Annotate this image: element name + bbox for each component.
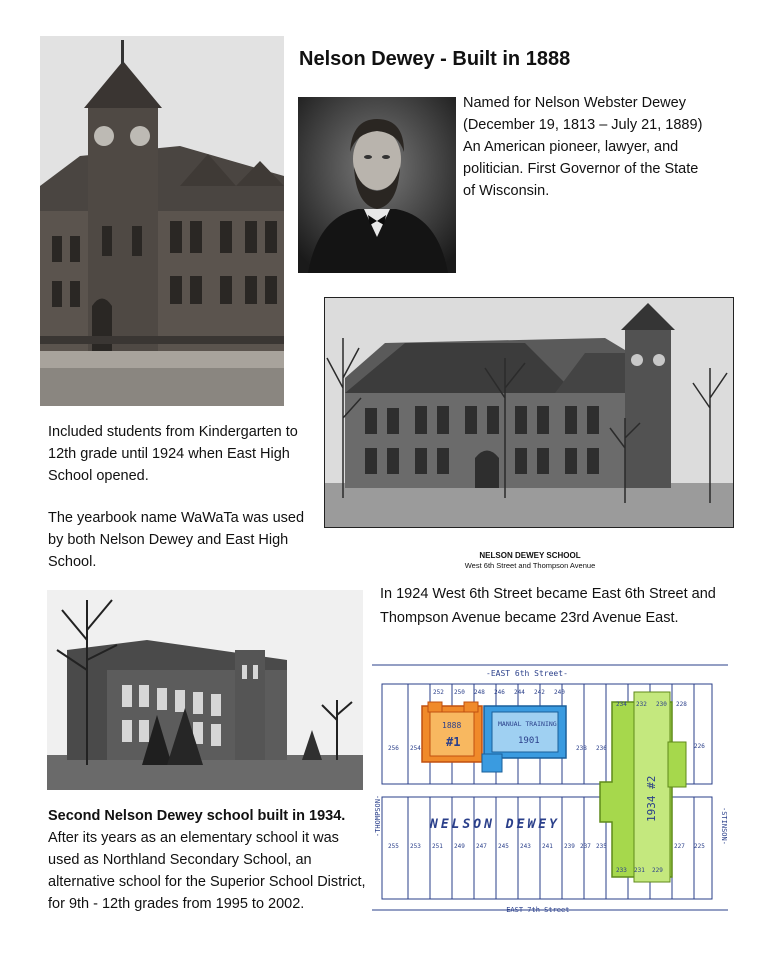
map-building-1888 xyxy=(422,702,482,762)
map-lot-number: 229 xyxy=(652,867,663,874)
map-lot-number: 241 xyxy=(542,843,553,850)
bio-line: politician. First Governor of the State xyxy=(463,161,699,177)
map-lot-number: 250 xyxy=(454,689,465,696)
portrait-nelson-dewey xyxy=(298,97,456,273)
history-line: School. xyxy=(48,554,97,570)
street-change-line: Thompson Avenue became 23rd Avenue East. xyxy=(380,610,679,626)
bio-line: of Wisconsin. xyxy=(463,183,550,199)
map-lot-number: 239 xyxy=(564,843,575,850)
page-title: Nelson Dewey - Built in 1888 xyxy=(299,48,571,70)
map-lot-number: 242 xyxy=(534,689,545,696)
map-lot-number: 253 xyxy=(410,843,421,850)
second-school-line: for 9th - 12th grades from 1995 to 2002. xyxy=(48,896,305,912)
bio-line: (December 19, 1813 – July 21, 1889) xyxy=(463,117,703,133)
map-lot-number: 231 xyxy=(634,867,645,874)
second-school-text xyxy=(48,805,378,915)
photo-1888-school-corner xyxy=(40,36,284,406)
map-building-1888-year: 1888 xyxy=(442,721,462,730)
map-lot-number: 227 xyxy=(674,843,685,850)
map-lot-number: 240 xyxy=(554,689,565,696)
bio-line: An American pioneer, lawyer, and xyxy=(463,139,679,155)
history-line: by both Nelson Dewey and East High xyxy=(48,532,289,548)
street-change-text xyxy=(380,583,760,629)
map-lot-number: 248 xyxy=(474,689,485,696)
map-lot-number: 256 xyxy=(388,745,399,752)
map-lot-number: 238 xyxy=(576,745,587,752)
map-lot-number: 247 xyxy=(476,843,487,850)
photo-nelson-dewey-school-front xyxy=(324,297,734,528)
map-bottom-street: -EAST 7th Street- xyxy=(502,906,574,914)
history-line: Included students from Kindergarten to xyxy=(48,424,298,440)
map-lot-number: 255 xyxy=(388,843,399,850)
map-lot-number: 251 xyxy=(432,843,443,850)
map-block-name: NELSON DEWEY xyxy=(430,817,560,832)
history-line: School opened. xyxy=(48,468,149,484)
second-school-line: After its years as an elementary school it was xyxy=(48,830,339,846)
plat-map xyxy=(372,662,728,914)
map-building-1901 xyxy=(482,706,566,772)
photo-caption-subtitle: West 6th Street and Thompson Avenue xyxy=(464,561,596,570)
history-line: The yearbook name WaWaTa was used xyxy=(48,510,305,526)
map-lot-number: 243 xyxy=(520,843,531,850)
map-building-1901-year: 1901 xyxy=(518,736,540,746)
map-lot-number: 237 xyxy=(580,843,591,850)
map-building-1934 xyxy=(600,692,686,882)
map-building-1934-label: 1934 #2 xyxy=(645,775,658,822)
history-line: 12th grade until 1924 when East High xyxy=(48,446,290,462)
map-lot-number: 226 xyxy=(694,743,705,750)
bio-text xyxy=(463,92,763,202)
map-left-street: -THOMPSON- xyxy=(374,794,382,837)
map-lot-number: 246 xyxy=(494,689,505,696)
map-lot-number: 236 xyxy=(596,745,607,752)
second-school-line: alternative school for the Superior School District, xyxy=(48,874,366,890)
map-lot-number: 234 xyxy=(616,701,627,708)
map-lot-number: 254 xyxy=(410,745,421,752)
map-lot-number: 232 xyxy=(636,701,647,708)
map-building-1901-label: MANUAL TRAINING xyxy=(498,720,557,728)
second-school-heading: Second Nelson Dewey school built in 1934. xyxy=(48,808,346,824)
paragraph-spacer xyxy=(48,487,328,507)
map-lot-number: 252 xyxy=(433,689,444,696)
history-text xyxy=(48,421,328,573)
map-lot-number: 245 xyxy=(498,843,509,850)
bio-line: Named for Nelson Webster Dewey xyxy=(463,95,686,111)
map-lot-number: 233 xyxy=(616,867,627,874)
map-top-street: -EAST 6th Street- xyxy=(486,669,568,678)
map-lot-number: 249 xyxy=(454,843,465,850)
street-change-line: In 1924 West 6th Street became East 6th Street and xyxy=(380,586,716,602)
map-lot-number: 225 xyxy=(694,843,705,850)
map-building-1888-number: #1 xyxy=(446,735,461,749)
map-lot-number: 228 xyxy=(676,701,687,708)
photo-caption-title: NELSON DEWEY SCHOOL xyxy=(479,551,581,560)
map-lot-number: 244 xyxy=(514,689,525,696)
photo-1934-school xyxy=(47,590,363,790)
second-school-line: used as Northland Secondary School, an xyxy=(48,852,312,868)
map-lot-number: 235 xyxy=(596,843,607,850)
map-right-street: -STINSON- xyxy=(720,807,728,845)
map-lot-number: 230 xyxy=(656,701,667,708)
